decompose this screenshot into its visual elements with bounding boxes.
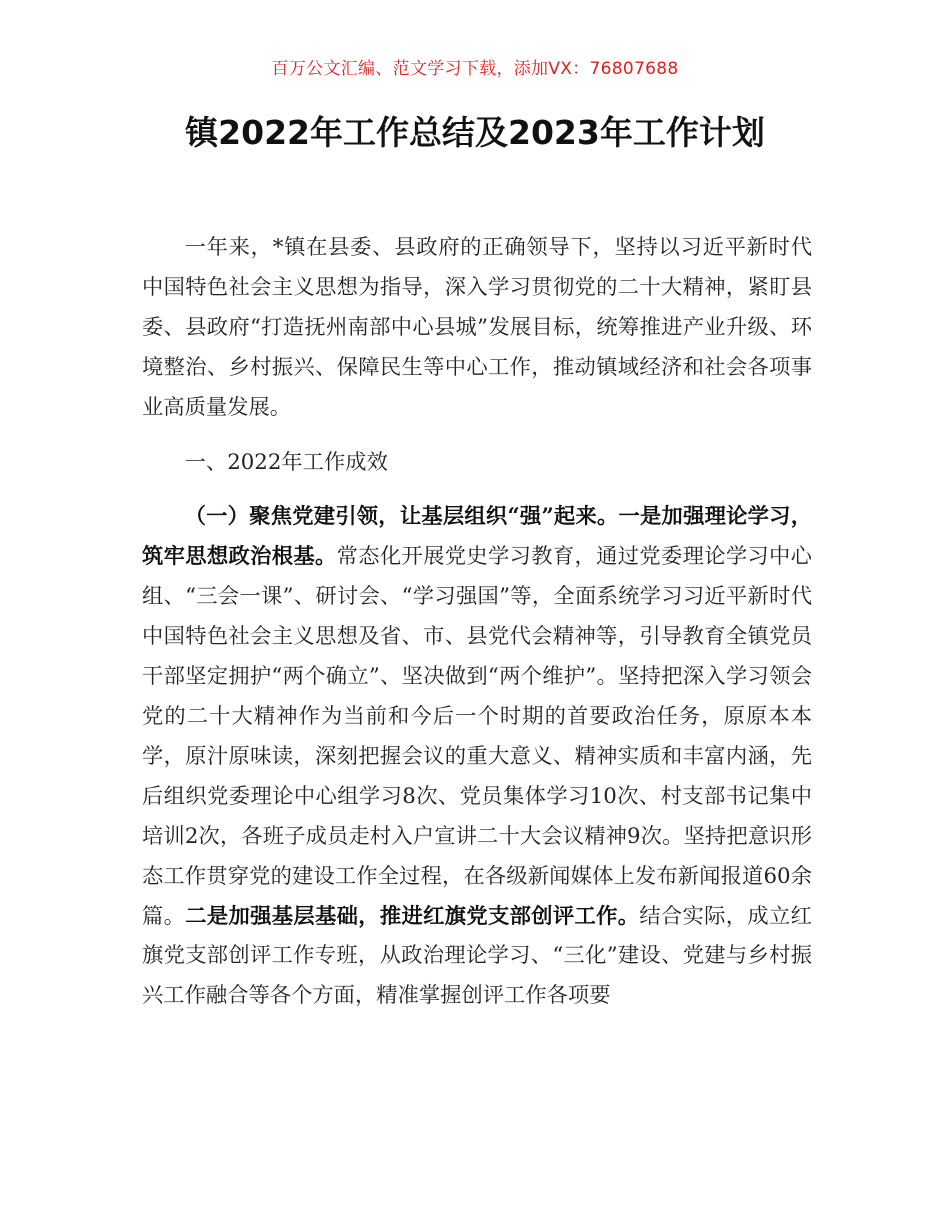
subsection-text-2: 结合实际，成立红旗党支部创评工作专班，从政治理论学习、“三化”建设、党建与乡村振兴工作融合等各个方面，精准掌握创评工作各项要 [142, 903, 812, 1009]
intro-paragraph: 一年来，*镇在县委、县政府的正确领导下，坚持以习近平新时代中国特色社会主义思想为指导，深入学习贯彻党的二十大精神，紧盯县委、县政府“打造抚州南部中心县城”发展目标，统筹推进产业升级、环境整治、乡村振兴、保障民生等中心工作，推动镇域经济和社会各项事业高质量发展。 [142, 235, 812, 420]
section-heading-text: 一、2022年工作成效 [184, 449, 388, 475]
document-title: 镇2022年工作总结及2023年工作计划 [185, 113, 765, 152]
subsection-lead-2: 二是加强基层基础，推进红旗党支部创评工作。 [185, 903, 640, 929]
subsection-paragraph [142, 497, 812, 1016]
watermark-banner: 百万公文汇编、范文学习下载，添加VX：76807688 [271, 59, 679, 79]
section-heading [142, 443, 812, 483]
subsection-text-1: 常态化开展党史学习教育，通过党委理论学习中心组、“三会一课”、研讨会、“学习强国”等，全面系统学习习近平新时代中国特色社会主义思想及省、市、县党代会精神等，引导教育全镇党员干部坚定拥护“两个确立”、坚决做到“两个维护”。坚持把深入学习领会党的二十大精神作为当前和今后一个时期的首要政治任务，原原本本学，原汁原味读，深刻把握会议的重大意义、精神实质和丰富内涵，先后组织党委理论中心组学习8次、党员集体学习10次、村支部书记集中培训2次，各班子成员走村入户宣讲二十大会议精神9次。坚持把意识形态工作贯穿党的建设工作全过程，在各级新闻媒体上发布新闻报道60余篇。 [142, 544, 812, 929]
document-body [142, 228, 812, 1031]
subsection-lead: （一）聚焦党建引领，让基层组织“强”起来。一是加强理论学习，筑牢思想政治根基。 [142, 504, 812, 570]
